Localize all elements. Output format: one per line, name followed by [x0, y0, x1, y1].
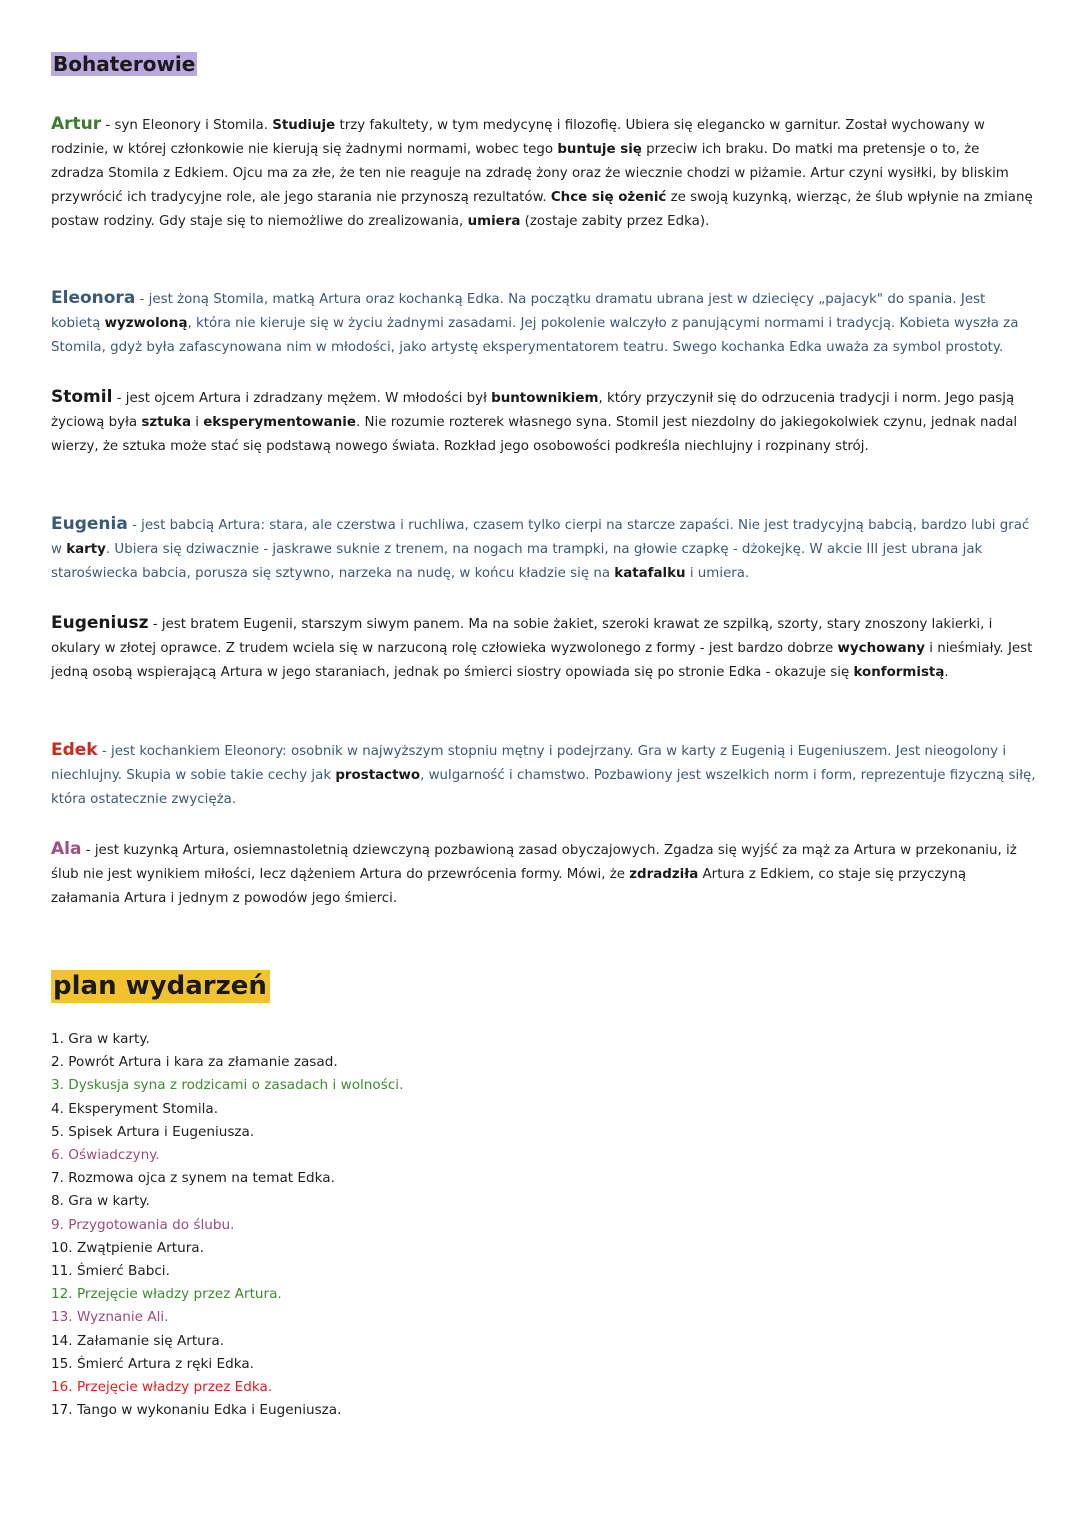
character-name: Eleonora — [51, 288, 136, 308]
description-text: (zostaje zabity przez Edka). — [520, 214, 710, 229]
character-artur — [51, 112, 1036, 234]
character-ala — [51, 837, 1036, 911]
event-item: 8. Gra w karty. — [51, 1193, 150, 1210]
event-item: 12. Przejęcie władzy przez Artura. — [51, 1286, 282, 1303]
description-text: ze swoją kuzynką, wierząc, że ślub wpłynie na zmianę postaw rodziny. Gdy staje się to niemożliwe do zrealizowania, — [51, 190, 1033, 229]
character-name: Stomil — [51, 387, 113, 407]
bold-keyword: zdradziła — [629, 867, 699, 882]
description-text: . Ubiera się dziwacznie - jaskrawe suknie z trenem, na nogach ma trampki, na głowie czapkę - dżokejkę. W akcie III jest ubrana jak staroświecka babcia, porusza się sztywno, narzeka na nudę, w końcu kładzie się na — [51, 542, 983, 581]
bold-keyword: buntownikiem — [491, 391, 599, 406]
event-item: 11. Śmierć Babci. — [51, 1263, 170, 1280]
event-item: 2. Powrót Artura i kara za złamanie zasad. — [51, 1054, 338, 1071]
description-text: , która nie kieruje się w życiu żadnymi zasadami. Jej pokolenie walczyło z panującymi normami i tradycją. Kobieta wyszła za Stomila, gdyż była zafascynowana nim w młodości, jako artystę eksperymentatorem teatru. Swego kochanka Edka uważa za symbol prostoty. — [51, 316, 1019, 355]
description-text: - jest ojcem Artura i zdradzany mężem. W młodości był — [112, 391, 492, 406]
event-item: 15. Śmierć Artura z ręki Edka. — [51, 1355, 254, 1372]
description-text: i — [190, 415, 204, 430]
event-item: 17. Tango w wykonaniu Edka i Eugeniusza. — [51, 1402, 342, 1419]
event-item: 4. Eksperyment Stomila. — [51, 1100, 219, 1117]
bold-keyword: prostactwo — [335, 768, 421, 783]
events-list — [51, 1028, 403, 1422]
event-item: 7. Rozmowa ojca z synem na temat Edka. — [51, 1170, 335, 1187]
section-heading-events: plan wydarzeń — [51, 970, 270, 1003]
event-item: 9. Przygotowania do ślubu. — [51, 1216, 235, 1233]
event-item: 10. Zwątpienie Artura. — [51, 1239, 204, 1256]
description-text: - syn Eleonory i Stomila. — [101, 118, 273, 133]
event-item: 3. Dyskusja syna z rodzicami o zasadach i wolności. — [51, 1077, 404, 1094]
character-name: Artur — [51, 114, 102, 134]
bold-keyword: wychowany — [837, 641, 925, 656]
bold-keyword: Studiuje — [272, 118, 336, 133]
event-item: 5. Spisek Artura i Eugeniusza. — [51, 1123, 255, 1140]
character-edek — [51, 738, 1036, 812]
character-name: Eugenia — [51, 514, 128, 534]
description-text: Artura z Edkiem, co staje się przyczyną załamania Artura i jednym z powodów jego śmierci. — [51, 867, 967, 906]
bold-keyword: umiera — [467, 214, 521, 229]
description-text: , wulgarność i chamstwo. Pozbawiony jest wszelkich norm i form, reprezentuje fizyczną siłę, która ostatecznie zwycięża. — [51, 768, 1036, 807]
character-name: Eugeniusz — [51, 613, 149, 633]
bold-keyword: eksperymentowanie — [203, 415, 356, 430]
bold-keyword: Chce się ożenić — [550, 190, 667, 205]
event-item: 1. Gra w karty. — [51, 1031, 150, 1047]
bold-keyword: sztuka — [141, 415, 191, 430]
description-text: - jest kochankiem Eleonory: osobnik w najwyższym stopniu mętny i podejrzany. Gra w karty z Eugenią i Eugeniuszem. Jest nieogolony i niechlujny. Skupia w sobie takie cechy jak — [51, 744, 1007, 783]
description-text: przeciw ich braku. Do matki ma pretensje o to, że zdradza Stomila z Edkiem. Ojcu ma za złe, że ten nie reaguje na zdradę żony oraz że wiecznie chodzi w piżamie. Artur czyni wysiłki, by bliskim przywrócić ich tradycyjne role, ale jego starania nie przynoszą rezultatów. — [51, 142, 1009, 205]
character-name: Ala — [51, 839, 82, 859]
description-text: - jest bratem Eugenii, starszym siwym panem. Ma na sobie żakiet, szeroki krawat ze szpilką, szorty, stary znoszony lakierki, i okulary w złotej oprawce. Z trudem wciela się w narzuconą rolę człowieka wyzwolonego z formy - jest bardzo dobrze — [51, 617, 993, 656]
bold-keyword: wyzwoloną — [104, 316, 188, 331]
description-text: - jest kuzynką Artura, osiemnastoletnią dziewczyną pozbawioną zasad obyczajowych. Zgadza się wyjść za mąż za Artura w przekonaniu, iż ślub nie jest wynikiem miłości, lecz dążeniem Artura do przewrócenia formy. Mówi, że — [51, 843, 1017, 882]
character-name: Edek — [51, 740, 98, 760]
bold-keyword: konformistą — [853, 665, 945, 680]
event-item: 14. Załamanie się Artura. — [51, 1332, 225, 1349]
description-text: i nieśmiały. Jest jedną osobą wspierającą Artura w jego staraniach, jednak po śmierci siostry opowiada się po stronie Edka - okazuje się — [51, 641, 1033, 680]
description-text: - jest żoną Stomila, matką Artura oraz kochanką Edka. Na początku dramatu ubrana jest w dziecięcy „pajacyk" do spania. Jest kobietą — [51, 292, 986, 331]
character-eugenia — [51, 512, 1036, 586]
bold-keyword: buntuje się — [557, 142, 642, 157]
description-text: . Nie rozumie rozterek własnego syna. Stomil jest niezdolny do jakiegokolwiek czynu, jednak nadal wierzy, że sztuka może stać się podstawą nowego świata. Rozkład jego osobowości podkreśla niechlujny i rozpinany strój. — [51, 415, 1018, 454]
bold-keyword: katafalku — [614, 566, 686, 581]
description-text: . — [944, 665, 949, 680]
event-item: 6. Oświadczyny. — [51, 1147, 160, 1164]
character-eleonora — [51, 286, 1036, 360]
description-text: i umiera. — [685, 566, 750, 581]
description-text: trzy fakultety, w tym medycynę i filozofię. Ubiera się elegancko w garnitur. Został wychowany w rodzinie, w której członkowie nie kierują się żadnymi normami, wobec tego — [51, 118, 985, 157]
character-stomil — [51, 385, 1036, 459]
description-text: - jest babcią Artura: stara, ale czerstwa i ruchliwa, czasem tylko cierpi na starcze zapaści. Nie jest tradycyjną babcią, bardzo lubi grać w — [51, 518, 1030, 557]
event-item: 13. Wyznanie Ali. — [51, 1309, 169, 1326]
character-eugeniusz — [51, 611, 1036, 685]
section-heading-characters: Bohaterowie — [53, 52, 196, 76]
event-item: 16. Przejęcie władzy przez Edka. — [51, 1379, 273, 1396]
description-text: , który przyczynił się do odrzucenia tradycji i norm. Jego pasją życiową była — [51, 391, 1015, 430]
bold-keyword: karty — [66, 542, 106, 557]
